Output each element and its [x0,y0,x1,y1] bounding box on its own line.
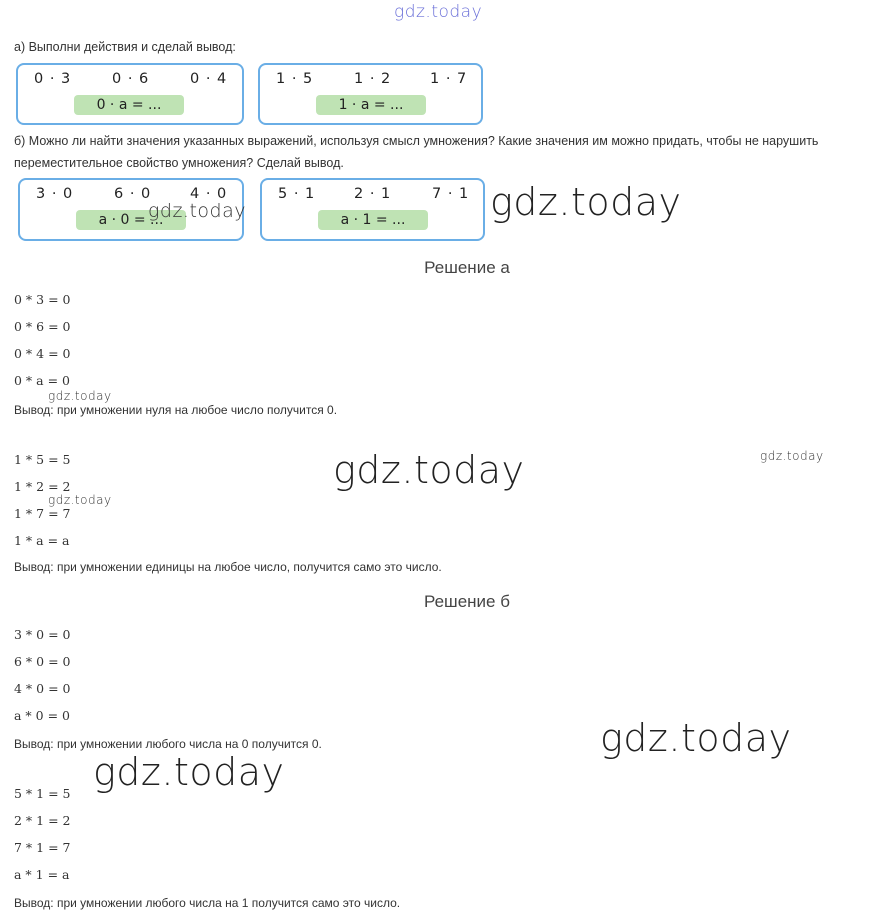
solution-b-heading: Решение б [424,592,510,611]
watermark: gdz.today [760,449,824,463]
formula-pill: 0 · a = ... [74,95,184,115]
conclusion: Вывод: при умножении нуля на любое число получится 0. [14,403,338,417]
expression: 6 · 0 [114,186,152,202]
watermark: gdz.today [148,200,246,222]
equation: 0 * a = 0 [14,373,70,388]
watermark: gdz.today [48,493,112,507]
equation: 1 * a = a [14,533,70,548]
expression: 4 · 0 [190,186,228,202]
expression: 1 · 7 [430,71,468,87]
watermark: gdz.today [93,750,285,794]
formula-pill: a · 0 = ... [76,210,186,230]
equation: 5 * 1 = 5 [14,786,71,801]
expression: 0 · 3 [34,71,72,87]
watermark: gdz.today [490,180,682,224]
task-b-prompt-line-2: переместительное свойство умножения? Сделай вывод. [14,156,344,170]
expression: 2 · 1 [354,186,392,202]
conclusion: Вывод: при умножении единицы на любое число, получится само это число. [14,560,442,574]
task-a-box-1 [16,63,244,125]
expression: 5 · 1 [278,186,316,202]
task-b-box-2 [260,178,485,241]
equation: 7 * 1 = 7 [14,840,71,855]
task-a-box-2 [258,63,483,125]
watermark-top: gdz.today [394,2,483,22]
expression: 3 · 0 [36,186,74,202]
equation: a * 1 = a [14,867,70,882]
conclusion: Вывод: при умножении любого числа на 1 получится само это число. [14,896,401,910]
equation: 1 * 5 = 5 [14,452,71,467]
watermark: gdz.today [333,448,525,492]
task-b-prompt-line-1: б) Можно ли найти значения указанных выражений, используя смысл умножения? Какие значения им можно придать, чтобы не нарушить [14,134,819,148]
task-a-prompt: а) Выполни действия и сделай вывод: [14,40,236,54]
watermark: gdz.today [48,389,112,403]
equation: 6 * 0 = 0 [14,654,71,669]
equation: 0 * 4 = 0 [14,346,71,361]
expression: 7 · 1 [432,186,470,202]
equation: 3 * 0 = 0 [14,627,71,642]
formula-pill: 1 · a = ... [316,95,426,115]
expression: 0 · 4 [190,71,228,87]
conclusion: Вывод: при умножении любого числа на 0 получится 0. [14,737,322,751]
equation: a * 0 = 0 [14,708,70,723]
equation: 1 * 7 = 7 [14,506,71,521]
solution-a-heading: Решение а [424,258,510,277]
equation: 4 * 0 = 0 [14,681,71,696]
equation: 1 * 2 = 2 [14,479,71,494]
expression: 0 · 6 [112,71,150,87]
formula-pill: a · 1 = ... [318,210,428,230]
expression: 1 · 2 [354,71,392,87]
equation: 0 * 6 = 0 [14,319,71,334]
equation: 0 * 3 = 0 [14,292,71,307]
watermark: gdz.today [600,716,792,760]
equation: 2 * 1 = 2 [14,813,71,828]
expression: 1 · 5 [276,71,314,87]
